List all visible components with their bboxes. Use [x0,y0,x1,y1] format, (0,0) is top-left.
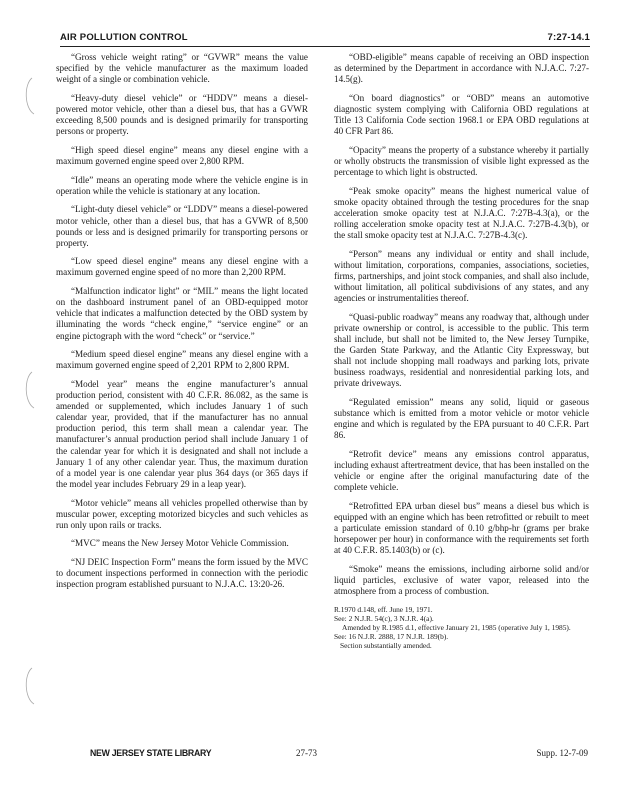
definition-gvwr: “Gross vehicle weight rating” or “GVWR” means the value specified by the vehicle manufacturer as the maximum loaded weight of a single or combination vehicle. [56,52,308,85]
definition-retrofitted-bus: “Retrofitted EPA urban diesel bus” means a diesel bus which is equipped with an engine which has been retrofitted or rebuilt to meet a particulate emission standard of 0.10 g/bhp-hr (grams per brake horsepower per hour) in conformance with the requirements set forth at 40 C.F.R. 85.1403(b) or (c). [334,501,589,556]
supplement-date: Supp. 12-7-09 [536,748,588,758]
definition-smoke: “Smoke” means the emissions, including airborne solid and/or liquid particles, exclusive of water vapor, released into the atmosphere from a process of combustion. [334,564,589,597]
definition-mvc: “MVC” means the New Jersey Motor Vehicle Commission. [71,538,289,549]
definition-regulated-emission: “Regulated emission” means any solid, liquid or gaseous substance which is emitted from a motor vehicle or motor vehicle engine and which is regulated by the EPA pursuant to 40 C.F.R. Part 86. [334,397,589,441]
definition-obd: “On board diagnostics” or “OBD” means an automotive diagnostic system complying with California OBD regulations at Title 13 California Code section 1968.1 or EPA OBD regulations at 40 CFR Part 86. [334,92,589,137]
history-line: Section substantially amended. [340,640,432,650]
definition-mil: “Malfunction indicator light” or “MIL” means the light located on the dashboard instrument panel of an OBD-equipped motor vehicle that indicates a malfunction detected by the OBD system by illuminating the words “check engine,” “service engine” or an engine pictograph with the word “check” or “service.” [56,286,308,341]
section-number: 7:27-14.1 [547,32,590,43]
chapter-title: AIR POLLUTION CONTROL [60,32,188,43]
definition-retrofit-device: “Retrofit device” means any emissions control apparatus, including exhaust aftertreatment device, that has been installed on the vehicle or engine after the original manufacturing date of the complete vehicle. [334,449,589,493]
right-column [334,52,589,650]
definition-medium-speed-diesel-engine: “Medium speed diesel engine” means any diesel engine with a maximum governed engine speed of 2,201 RPM to 2,800 RPM. [56,349,308,371]
history-line: See: 16 N.J.R. 2888, 17 N.J.R. 189(b). [334,631,449,641]
history-line: Amended by R.1985 d.1, effective January 21, 1985 (operative July 1, 1985). [342,622,571,632]
punch-hole-mark-top [20,74,38,118]
definition-idle: “Idle” means an operating mode where the vehicle engine is in operation while the vehicle is stationary at any location. [56,174,308,196]
definition-hddv: “Heavy-duty diesel vehicle” or “HDDV” means a diesel-powered motor vehicle, other than a diesel bus, that has a GVWR exceeding 8,500 pounds and is designed primarily for transporting persons or property. [56,92,308,137]
definition-quasi-public-roadway: “Quasi-public roadway” means any roadway that, although under private ownership or control, is accessible to the public. This term shall include, but shall not be limited to, the New Jersey Turnpike, the Garden State Parkway, and the Atlantic City Expressway, but shall not include shopping mall roadways and parking lots, private business roadways, residential and nonresidential parking lots, and private driveways. [334,311,589,389]
left-column [56,52,308,598]
punch-hole-mark-middle [20,368,38,412]
definition-low-speed-diesel-engine: “Low speed diesel engine” means any diesel engine with a maximum governed engine speed of no more than 2,200 RPM. [56,256,308,278]
definition-person: “Person” means any individual or entity and shall include, without limitation, corporations, companies, associations, societies, firms, partnerships, and joint stock companies, and shall also include, without limitation, all political subdivisions of any states, and any agencies or instrumentalities thereof. [334,248,589,304]
history-note [334,605,589,650]
history-line: See: 2 N.J.R. 54(c), 3 N.J.R. 4(a). [334,613,434,623]
page-number: 27-73 [296,748,317,758]
punch-hole-mark-bottom [20,664,38,708]
definition-peak-smoke-opacity: “Peak smoke opacity” means the highest numerical value of smoke opacity obtained through the testing procedures for the snap acceleration smoke opacity test at N.J.A.C. 7:27B-4.3(a), or the rolling acceleration smoke opacity test at N.J.A.C. 7:27B-4.3(b), or the stall smoke opacity test at N.J.A.C. 7:27B-4.3(c). [334,185,589,241]
definition-high-speed-diesel-engine: “High speed diesel engine” means any diesel engine with a maximum governed engine speed over 2,800 RPM. [56,144,308,166]
definition-obd-eligible: “OBD-eligible” means capable of receiving an OBD inspection as determined by the Department in accordance with N.J.A.C. 7:27-14.5(g). [334,52,589,85]
running-header [60,32,590,46]
library-stamp: NEW JERSEY STATE LIBRARY [90,748,212,759]
page-footer [0,748,618,764]
definition-lddv: “Light-duty diesel vehicle” or “LDDV” means a diesel-powered motor vehicle, other than a diesel bus, that has a GVWR of 8,500 pounds or less and is designed primarily for transporting persons or property. [56,204,308,248]
definition-opacity: “Opacity” means the property of a substance whereby it partially or wholly obstructs the transmission of visible light expressed as the percentage to which light is obstructed. [334,144,589,178]
definition-motor-vehicle: “Motor vehicle” means all vehicles propelled otherwise than by muscular power, excepting motorized bicycles and such vehicles as run only upon rails or tracks. [56,497,308,530]
history-line: R.1970 d.148, eff. June 19, 1971. [334,604,433,614]
definition-model-year: “Model year” means the engine manufacturer’s annual production period, consistent with 40 C.F.R. 86.082, as the same is amended or supplemented, which includes January 1 of such calendar year, provided, that if the manufacturer has no annual production period, this term shall mean a calendar year. The manufacturer’s annual production period shall include January 1 of the calendar year for which it is designated and shall not include a January 1 of any other calendar year. Thus, the maximum duration of a model year is one calendar year plus 364 days (or 365 days if the model year includes February 29 in a leap year). [56,379,308,489]
header-rule [60,46,590,47]
definition-nj-deic-form: “NJ DEIC Inspection Form” means the form issued by the MVC to document inspections performed in connection with the periodic inspection program established pursuant to N.J.A.C. 13:20-26. [56,557,308,590]
